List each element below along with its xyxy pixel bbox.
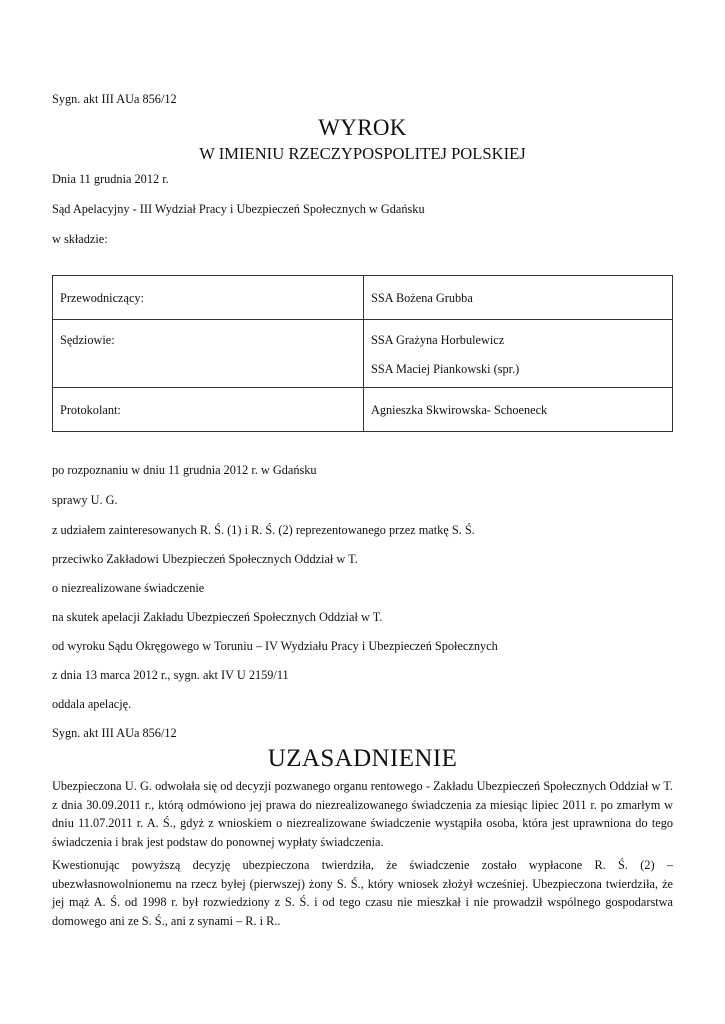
court-name: Sąd Apelacyjny - III Wydział Pracy i Ubezpieczeń Społecznych w Gdańsku xyxy=(52,202,425,216)
table-row xyxy=(53,388,673,432)
sentence-line: z dnia 13 marca 2012 r., sygn. akt IV U 2159/11 xyxy=(52,668,289,682)
names-cell xyxy=(364,276,673,320)
panel-table xyxy=(52,275,673,432)
member-name: SSA Bożena Grubba xyxy=(371,291,473,305)
sentence-line: po rozpoznaniu w dniu 11 grudnia 2012 r. w Gdańsku xyxy=(52,463,317,477)
composition-label: w składzie: xyxy=(52,232,108,246)
member-name: Agnieszka Skwirowska- Schoeneck xyxy=(371,403,548,417)
table-row xyxy=(53,320,673,388)
names-cell xyxy=(364,388,673,432)
member-name: SSA Maciej Piankowski (spr.) xyxy=(371,362,520,376)
names-cell xyxy=(364,320,673,388)
justification-title: UZASADNIENIE xyxy=(267,745,458,772)
role-cell xyxy=(53,276,364,320)
role-label: Sędziowie: xyxy=(60,333,115,347)
sentence-line: od wyroku Sądu Okręgowego w Toruniu – IV Wydziału Pracy i Ubezpieczeń Społecznych xyxy=(52,639,498,653)
sentence-line: na skutek apelacji Zakładu Ubezpieczeń Społecznych Oddział w T. xyxy=(52,610,383,624)
role-cell xyxy=(53,320,364,388)
sentence-line: sprawy U. G. xyxy=(52,493,118,507)
member-name: SSA Grażyna Horbulewicz xyxy=(371,333,505,347)
sentence-line: przeciwko Zakładowi Ubezpieczeń Społecznych Oddział w T. xyxy=(52,552,358,566)
sentence-line: o niezrealizowane świadczenie xyxy=(52,581,205,595)
judgment-date: Dnia 11 grudnia 2012 r. xyxy=(52,172,169,186)
case-signature: Sygn. akt III AUa 856/12 xyxy=(52,92,177,106)
justification-signature: Sygn. akt III AUa 856/12 xyxy=(52,726,177,740)
role-label: Protokolant: xyxy=(60,403,121,417)
judgment-subtitle: W IMIENIU RZECZYPOSPOLITEJ POLSKIEJ xyxy=(199,144,526,163)
table-row xyxy=(53,276,673,320)
justification-paragraph: Ubezpieczona U. G. odwołała się od decyzji pozwanego organu rentowego - Zakładu Ubezpieczeń Społecznych Oddział w T. z dnia 30.09.2011 r., którą odmówiono jej prawa do niezrealizowanego świadczenia za miesiąc lipiec 2011 r. po zmarłym w dniu 11.07.2011 r. A. Ś., gdyż z wnioskiem o niezrealizowane świadczenie wystąpiła osoba, która jest uprawniona do tego świadczenia i brak jest podstaw do ponownej wypłaty świadczenia. xyxy=(52,779,673,849)
sentence-line: z udziałem zainteresowanych R. Ś. (1) i R. Ś. (2) reprezentowanego przez matkę S. Ś. xyxy=(52,523,475,537)
justification-paragraph: Kwestionując powyższą decyzję ubezpieczona twierdziła, że świadczenie zostało wypłacone R. Ś. (2) – ubezwłasnowolnionemu na rzecz byłej (pierwszej) żony S. Ś., który wniosek złożył wcześniej. Ubezpieczona twierdziła, że jej mąż A. Ś. od 1998 r. był rozwiedziony z S. Ś. i od tego czasu nie mieszkał i nie prowadził wspólnego gospodarstwa domowego ani ze S. Ś., ani z synami – R. i R.. xyxy=(52,858,673,928)
role-label: Przewodniczący: xyxy=(60,291,144,305)
judgment-title: WYROK xyxy=(318,115,407,140)
sentence-verdict: oddala apelację. xyxy=(52,697,132,711)
role-cell xyxy=(53,388,364,432)
